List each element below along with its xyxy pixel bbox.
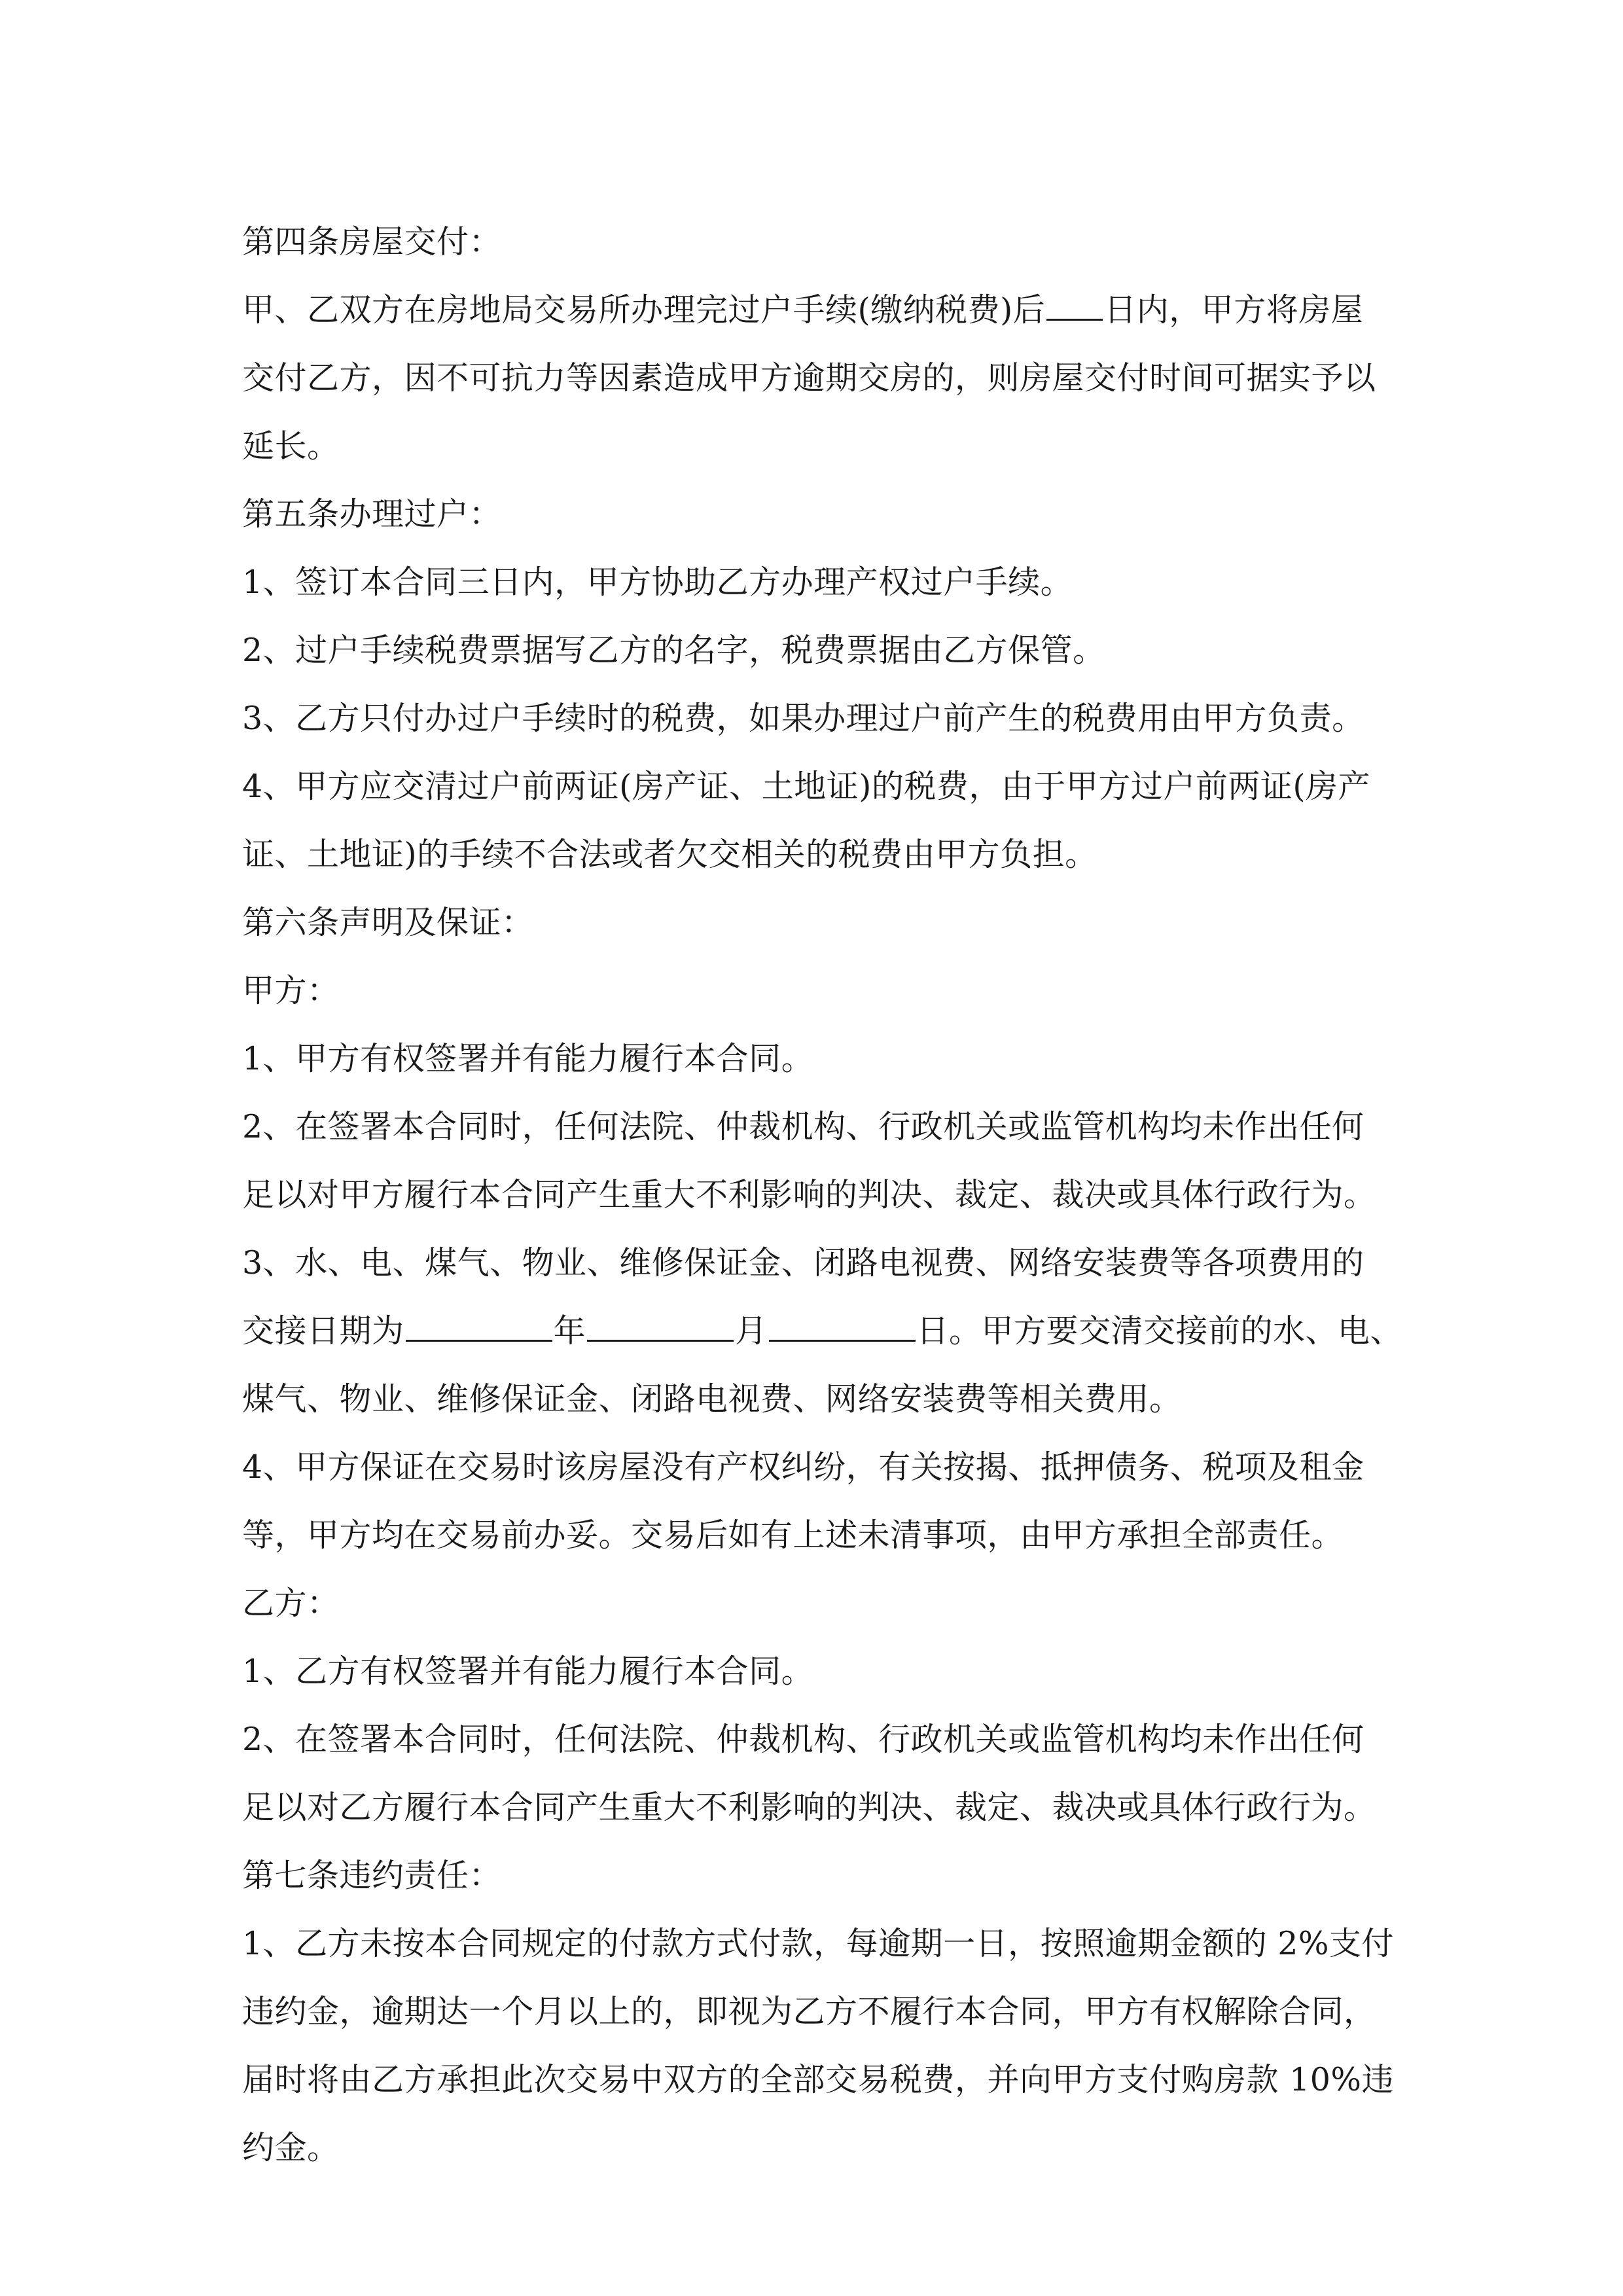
year-label: 年 (553, 1312, 586, 1350)
party-a-item-2-line-2: 足以对甲方履行本合同产生重大不利影响的判决、裁定、裁决或具体行政行为。 (242, 1176, 1376, 1213)
party-a-item-3-line-3: 煤气、物业、维修保证金、闭路电视费、网络安装费等相关费用。 (242, 1380, 1182, 1418)
article-7-item-1-line-1: 1、乙方未按本合同规定的付款方式付款，每逾期一日，按照逾期金额的 2%支付 (242, 1925, 1394, 1962)
article-6-heading: 第六条声明及保证： (242, 904, 534, 941)
days-blank (1046, 293, 1103, 321)
article-5-item-1: 1、签订本合同三日内，甲方协助乙方办理产权过户手续。 (242, 564, 1073, 601)
contract-page (242, 208, 1414, 2182)
party-b-label: 乙方： (242, 1585, 340, 1622)
year-blank (406, 1314, 552, 1342)
party-b-item-2-line-1: 2、在签署本合同时，任何法院、仲裁机构、行政机关或监管机构均未作出任何 (242, 1721, 1364, 1758)
month-blank (587, 1314, 734, 1342)
day-label-rest: 日。甲方要交清交接前的水、电、 (916, 1312, 1403, 1350)
month-label: 月 (735, 1312, 768, 1350)
party-b-item-2-line-2: 足以对乙方履行本合同产生重大不利影响的判决、裁定、裁决或具体行政行为。 (242, 1789, 1376, 1826)
party-a-item-1: 1、甲方有权签署并有能力履行本合同。 (242, 1040, 814, 1077)
article-7-item-1-line-2: 违约金，逾期达一个月以上的，即视为乙方不履行本合同，甲方有权解除合同， (242, 1993, 1376, 2030)
article-4-line-1 (242, 276, 1414, 344)
day-blank (769, 1314, 916, 1342)
party-a-item-3-line-2 (242, 1297, 1414, 1365)
party-a-item-3-line-1: 3、水、电、煤气、物业、维修保证金、闭路电视费、网络安装费等各项费用的 (242, 1244, 1364, 1282)
party-a-item-2-line-1: 2、在签署本合同时，任何法院、仲裁机构、行政机关或监管机构均未作出任何 (242, 1108, 1364, 1145)
article-4-text-tail: 日内，甲方将房屋 (1104, 291, 1364, 329)
article-5-item-4-line-1: 4、甲方应交清过户前两证(房产证、土地证)的税费，由于甲方过户前两证(房产 (242, 768, 1371, 805)
handover-date-label: 交接日期为 (242, 1312, 404, 1350)
article-5-item-4-line-2: 证、土地证)的手续不合法或者欠交相关的税费由甲方负担。 (242, 836, 1097, 873)
article-4-text: 甲、乙双方在房地局交易所办理完过户手续(缴纳税费)后 (242, 291, 1046, 329)
article-4-line-2: 交付乙方，因不可抗力等因素造成甲方逾期交房的，则房屋交付时间可据实予以 (242, 359, 1376, 397)
article-4-heading: 第四条房屋交付： (242, 223, 502, 260)
party-a-item-4-line-1: 4、甲方保证在交易时该房屋没有产权纠纷，有关按揭、抵押债务、税项及租金 (242, 1448, 1364, 1486)
article-4-line-3: 延长。 (242, 427, 340, 465)
article-5-heading: 第五条办理过户： (242, 495, 502, 533)
party-a-item-4-line-2: 等，甲方均在交易前办妥。交易后如有上述未清事项，由甲方承担全部责任。 (242, 1516, 1344, 1554)
article-7-item-1-line-4: 约金。 (242, 2129, 340, 2166)
party-b-item-1: 1、乙方有权签署并有能力履行本合同。 (242, 1653, 814, 1690)
party-a-label: 甲方： (242, 972, 340, 1009)
article-7-heading: 第七条违约责任： (242, 1857, 502, 1894)
article-7-item-1-line-3: 届时将由乙方承担此次交易中双方的全部交易税费，并向甲方支付购房款 10%违 (242, 2061, 1394, 2098)
article-5-item-3: 3、乙方只付办过户手续时的税费，如果办理过户前产生的税费用由甲方负责。 (242, 700, 1364, 737)
article-5-item-2: 2、过户手续税费票据写乙方的名字，税费票据由乙方保管。 (242, 632, 1105, 669)
